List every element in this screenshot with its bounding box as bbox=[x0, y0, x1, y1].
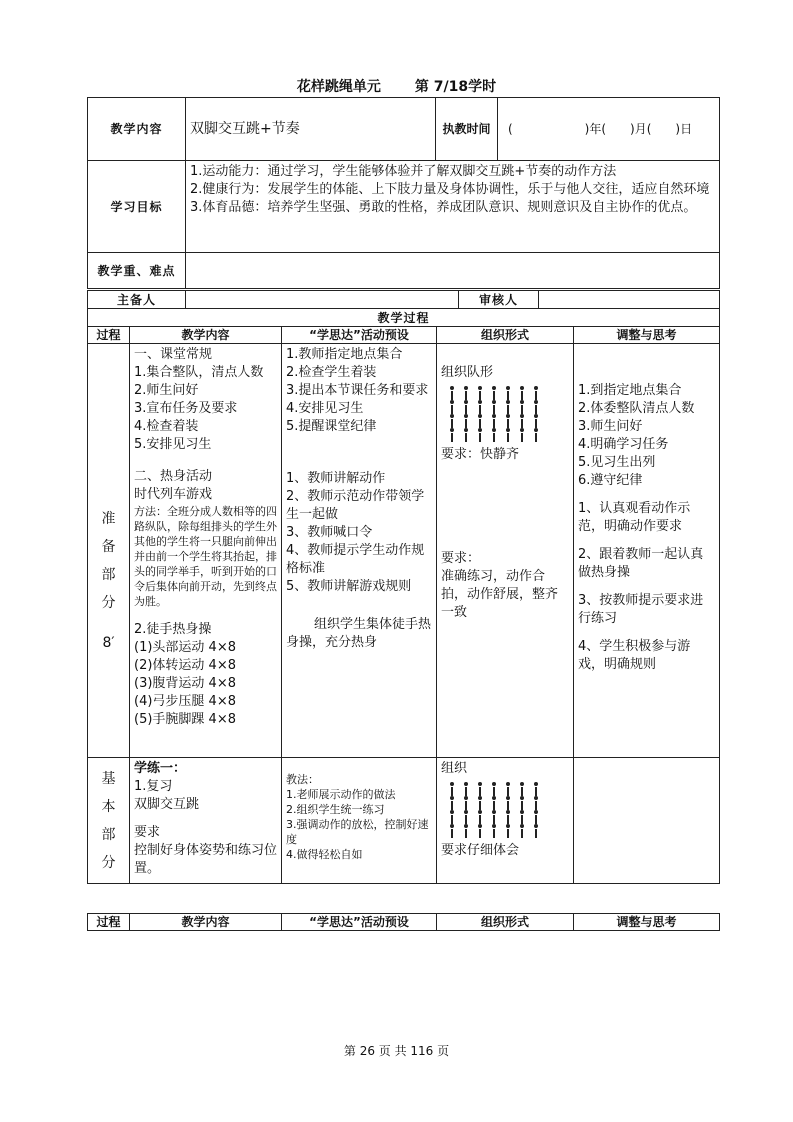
student-figure-icon bbox=[503, 824, 513, 838]
basic-reflection bbox=[574, 758, 720, 884]
student-figure-icon bbox=[461, 428, 471, 442]
basic-activity: 教法： 1.老师展示动作的做法 2.组织学生统一练习 3.强调动作的放松，控制好速度 4.做得轻松自如 bbox=[282, 758, 437, 884]
student-figure-icon bbox=[475, 782, 485, 796]
student-figure-icon bbox=[517, 428, 527, 442]
col-header-content: 教学内容 bbox=[130, 327, 282, 344]
formation-diagram bbox=[447, 386, 569, 442]
student-figure-icon bbox=[461, 400, 471, 414]
objective-item: 2.健康行为：发展学生的体能、上下肢力量及身体协调性，乐于与他人交往，适应自然环境 bbox=[190, 182, 710, 197]
student-figure-icon bbox=[503, 414, 513, 428]
student-figure-icon bbox=[531, 810, 541, 824]
student-figure-icon bbox=[517, 810, 527, 824]
basic-content: 学练一： 1.复习 双脚交互跳 要求 控制好身体姿势和练习位置。 bbox=[130, 758, 282, 884]
continued-header-table bbox=[87, 913, 720, 931]
col-header-stage: 过程 bbox=[88, 327, 130, 344]
preparer-label: 主备人 bbox=[88, 291, 186, 309]
prep-content: 一、课堂常规 1.集合整队，清点人数 2.师生问好 3.宣布任务及要求 4.检查着装 5.安排见习生 二、热身活动 时代列车游戏 方法：全班分成人数相等的四路纵队，除每组排头的学生外其他的学生将一只腿向前伸出并由前一个学生将其抬起，排头的同学举手，听到开始的口令后集体向前开动，先到终点为胜。 2.徒手热身操 (1)头部运动 4×8 (2)体转运动 4×8 (3)腹背运动 4×8 (4)弓步压腿 4×8 (5)手腕脚踝 4×8 bbox=[130, 344, 282, 758]
student-figure-icon bbox=[475, 796, 485, 810]
student-figure-icon bbox=[461, 796, 471, 810]
reviewer-label: 审核人 bbox=[459, 291, 539, 309]
prep-reflection: 1.到指定地点集合 2.体委整队清点人数 3.师生问好 4.明确学习任务 5.见习生出列 6.遵守纪律 1、认真观看动作示范，明确动作要求 2、跟着教师一起认真做热身操 3、按教师提示要求进行练习 4、学生积极参与游戏，明确规则 bbox=[574, 344, 720, 758]
process-title: 教学过程 bbox=[88, 309, 720, 327]
student-figure-icon bbox=[461, 810, 471, 824]
reviewer-value bbox=[539, 291, 720, 309]
student-figure-icon bbox=[489, 414, 499, 428]
basic-organization: 组织 要求仔细体会 bbox=[437, 758, 574, 884]
student-figure-icon bbox=[489, 400, 499, 414]
student-figure-icon bbox=[447, 782, 457, 796]
process-header-row bbox=[88, 327, 720, 344]
student-figure-icon bbox=[517, 796, 527, 810]
student-figure-icon bbox=[503, 810, 513, 824]
student-figure-icon bbox=[531, 782, 541, 796]
student-figure-icon bbox=[503, 796, 513, 810]
content-value: 双脚交互跳+节奏 bbox=[186, 98, 436, 161]
process-table bbox=[87, 326, 720, 884]
student-figure-icon bbox=[517, 782, 527, 796]
student-figure-icon bbox=[475, 386, 485, 400]
date-field: ( )年( )月( )日 bbox=[498, 98, 720, 161]
prep-organization: 组织队形 要求：快静齐 要求： 准确练习，动作合拍，动作舒展，整齐一致 bbox=[437, 344, 574, 758]
student-figure-icon bbox=[531, 386, 541, 400]
student-figure-icon bbox=[447, 400, 457, 414]
lesson-info-table bbox=[87, 97, 720, 289]
preparer-table bbox=[87, 290, 720, 327]
student-figure-icon bbox=[531, 414, 541, 428]
col-header-reflection: 调整与思考 bbox=[574, 914, 720, 931]
student-figure-icon bbox=[461, 824, 471, 838]
student-figure-icon bbox=[447, 386, 457, 400]
student-figure-icon bbox=[531, 824, 541, 838]
col-header-organization: 组织形式 bbox=[437, 327, 574, 344]
student-figure-icon bbox=[447, 810, 457, 824]
basic-row bbox=[88, 758, 720, 884]
student-figure-icon bbox=[517, 414, 527, 428]
student-figure-icon bbox=[489, 824, 499, 838]
unit-title: 花样跳绳单元 bbox=[296, 79, 381, 95]
student-figure-icon bbox=[447, 824, 457, 838]
student-figure-icon bbox=[475, 400, 485, 414]
key-points-value bbox=[186, 253, 720, 289]
page-footer: 第 26 页 共 116 页 bbox=[343, 1044, 450, 1058]
col-header-stage: 过程 bbox=[88, 914, 130, 931]
student-figure-icon bbox=[503, 400, 513, 414]
objectives-label: 学习目标 bbox=[88, 161, 186, 253]
student-figure-icon bbox=[475, 824, 485, 838]
student-figure-icon bbox=[461, 782, 471, 796]
student-figure-icon bbox=[531, 400, 541, 414]
lesson-number: 第 7/18学时 bbox=[414, 79, 497, 95]
student-figure-icon bbox=[503, 428, 513, 442]
basic-stage: 基 本 部 分 bbox=[88, 758, 130, 884]
student-figure-icon bbox=[517, 386, 527, 400]
content-label: 教学内容 bbox=[88, 98, 186, 161]
student-figure-icon bbox=[503, 386, 513, 400]
student-figure-icon bbox=[489, 810, 499, 824]
prep-time: 8′ bbox=[102, 634, 115, 651]
col-header-content: 教学内容 bbox=[130, 914, 282, 931]
prep-row bbox=[88, 344, 720, 758]
student-figure-icon bbox=[461, 386, 471, 400]
student-figure-icon bbox=[517, 400, 527, 414]
page-title bbox=[0, 76, 793, 96]
prep-stage: 准 备 部 分 8′ bbox=[88, 344, 130, 758]
student-figure-icon bbox=[489, 782, 499, 796]
col-header-reflection: 调整与思考 bbox=[574, 327, 720, 344]
student-figure-icon bbox=[475, 414, 485, 428]
student-figure-icon bbox=[531, 428, 541, 442]
objectives-list bbox=[186, 161, 720, 253]
formation-diagram bbox=[447, 782, 569, 838]
student-figure-icon bbox=[461, 414, 471, 428]
game-method: 方法：全班分成人数相等的四路纵队，除每组排头的学生外其他的学生将一只腿向前伸出并由前一个学生将其抬起，排头的同学举手，听到开始的口令后集体向前开动，先到终点为胜。 bbox=[134, 505, 277, 608]
prep-activity: 1.教师指定地点集合 2.检查学生着装 3.提出本节课任务和要求 4.安排见习生 5.提醒课堂纪律 1、教师讲解动作 2、教师示范动作带领学生一起做 3、教师喊口令 4、教师提示学生动作规格标准 5、教师讲解游戏规则 组织学生集体徒手热身操，充分热身 bbox=[282, 344, 437, 758]
objective-item: 3.体育品德：培养学生坚强、勇敢的性格，养成团队意识、规则意识及自主协作的优点。 bbox=[190, 200, 697, 215]
student-figure-icon bbox=[475, 428, 485, 442]
col-header-activity: “学思达”活动预设 bbox=[282, 914, 437, 931]
student-figure-icon bbox=[447, 414, 457, 428]
col-header-activity: “学思达”活动预设 bbox=[282, 327, 437, 344]
student-figure-icon bbox=[503, 782, 513, 796]
student-figure-icon bbox=[447, 428, 457, 442]
time-label: 执教时间 bbox=[436, 98, 498, 161]
student-figure-icon bbox=[489, 796, 499, 810]
student-figure-icon bbox=[517, 824, 527, 838]
student-figure-icon bbox=[475, 810, 485, 824]
key-points-label: 教学重、难点 bbox=[88, 253, 186, 289]
student-figure-icon bbox=[531, 796, 541, 810]
preparer-value bbox=[186, 291, 459, 309]
student-figure-icon bbox=[489, 428, 499, 442]
student-figure-icon bbox=[447, 796, 457, 810]
objective-item: 1.运动能力：通过学习，学生能够体验并了解双脚交互跳+节奏的动作方法 bbox=[190, 164, 617, 179]
student-figure-icon bbox=[489, 386, 499, 400]
col-header-organization: 组织形式 bbox=[437, 914, 574, 931]
